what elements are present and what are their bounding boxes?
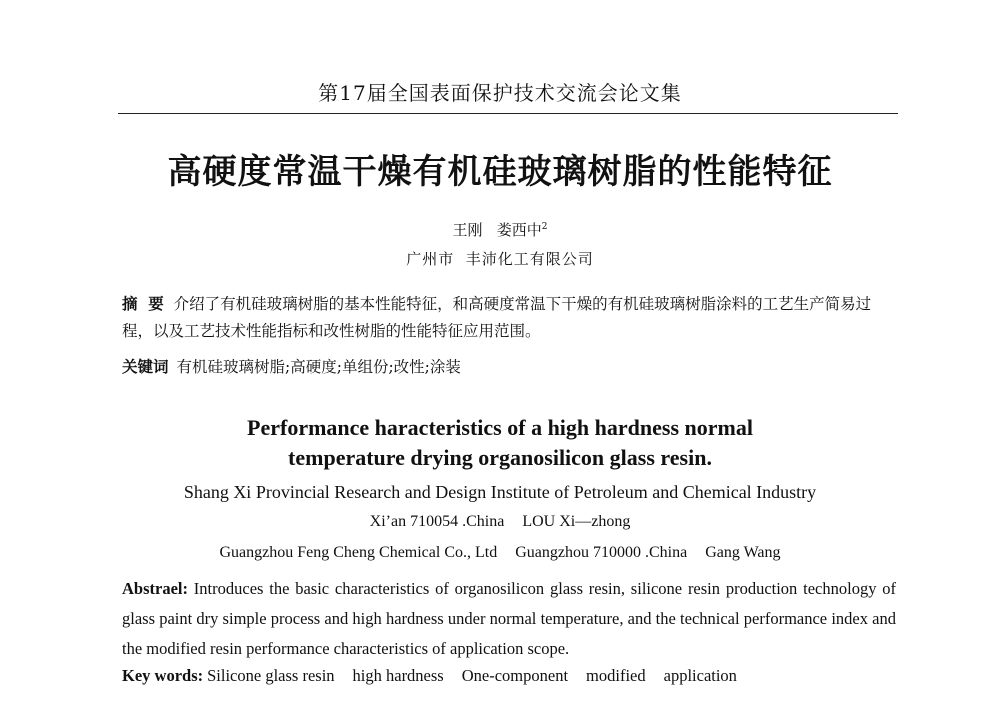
affiliation-en-3-place: Guangzhou 710000 .China — [515, 544, 688, 561]
affiliation-en-1: Shang Xi Provincial Research and Design Institute of Petroleum and Chemical Industry — [183, 482, 817, 502]
paper-title-en-line2: temperature drying organosilicon glass resin. — [288, 445, 712, 470]
affiliation-en-3-author: Gang Wang — [705, 544, 781, 561]
keywords-cn — [122, 355, 892, 377]
header-rule — [118, 113, 898, 114]
keywords-en-label: Key words: — [122, 666, 204, 685]
abstract-en — [122, 574, 896, 664]
keyword-item: high hardness — [352, 666, 444, 685]
author-names: 王刚 娄西中 — [452, 221, 542, 239]
author-superscript: 2 — [541, 222, 548, 232]
affiliation-en-3 — [0, 544, 1000, 562]
abstract-en-text: Introduces the basic characteristics of organosilicon glass resin, silicone resin production technology of glass paint dry simple process and high hardness under normal temperature, and the technical performance index and the modified resin performance characteristics of application scope. — [122, 579, 896, 658]
paper-title-en-line1: Performance haracteristics of a high hardness normal — [247, 415, 753, 440]
affiliation-en-2 — [0, 513, 1000, 531]
abstract-cn-label: 摘 要 — [122, 295, 164, 313]
affiliation-en-3-company: Guangzhou Feng Cheng Chemical Co., Ltd — [219, 544, 498, 561]
keyword-item: Silicone glass resin — [207, 666, 335, 685]
affiliation-cn: 广州市 丰沛化工有限公司 — [406, 250, 594, 268]
affiliation-en-2-place: Xi’an 710054 .China — [369, 513, 505, 530]
paper-title-cn: 高硬度常温干燥有机硅玻璃树脂的性能特征 — [167, 152, 833, 192]
keyword-item: application — [663, 666, 737, 685]
affiliation-en-2-author: LOU Xi—zhong — [522, 513, 631, 530]
proceedings-header: 第17届全国表面保护技术交流会论文集 — [318, 81, 682, 105]
keywords-en — [122, 666, 896, 686]
authors-cn — [0, 219, 1000, 240]
abstract-cn-text: 介绍了有机硅玻璃树脂的基本性能特征，和高硬度常温下干燥的有机硅玻璃树脂涂料的工艺生产简易过程，以及工艺技术性能指标和改性树脂的性能特征应用范围。 — [122, 295, 872, 340]
keywords-cn-label: 关键词 — [122, 358, 169, 376]
abstract-cn — [122, 291, 892, 345]
abstract-en-label: Abstrael: — [122, 579, 188, 598]
keyword-item: One-component — [461, 666, 569, 685]
keyword-item: modified — [586, 666, 646, 685]
keywords-cn-text: 有机硅玻璃树脂;高硬度;单组份;改性;涂装 — [176, 358, 461, 376]
